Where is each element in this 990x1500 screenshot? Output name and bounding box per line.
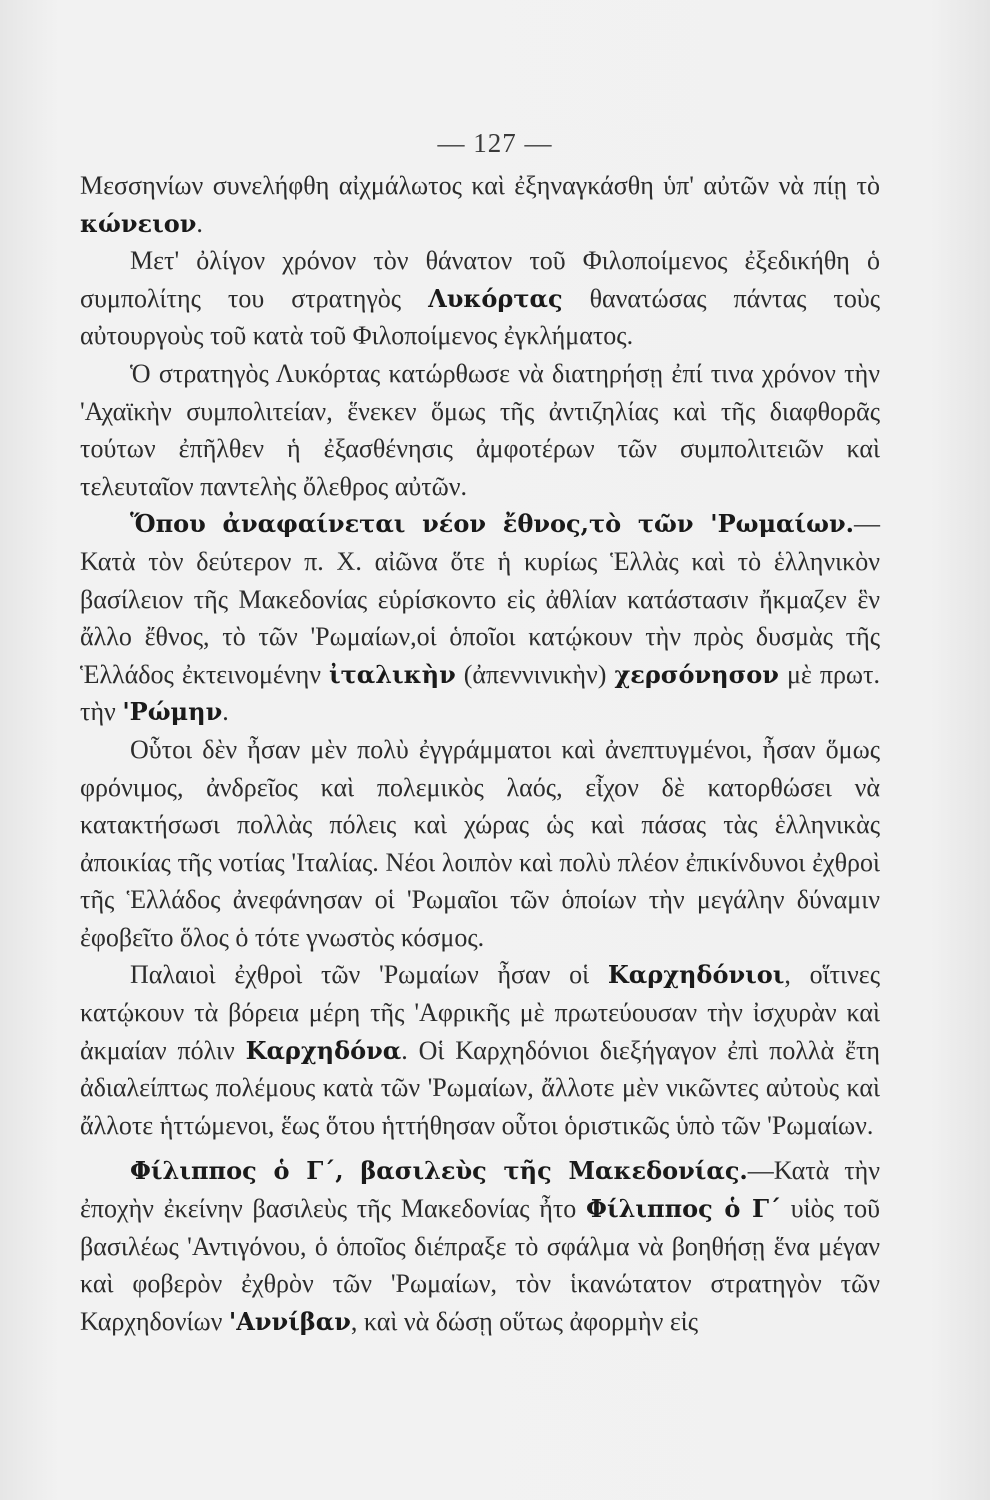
text-run: . Οἱ Καρχηδόνιοι διεξήγαγον ἐπὶ πολλὰ ἔτη ἀδιαλείπτως πολέμους κατὰ τῶν 'Ρωμαίων, ἄλλοτε μὲν νικῶντες αὐτοὺς καὶ ἄλλοτε ἡττώμενοι, ἕως ὅτου ἡττήθησαν οὗτοι ὁριστικῶς ὑπὸ τῶν 'Ρωμαίων. [80,1035,880,1140]
text-run: Μεσσηνίων συνελήφθη αἰχμάλωτος καὶ ἐξηναγκάσθη ὑπ' αὐτῶν νὰ πίῃ τὸ [80,171,880,200]
paragraph-5 [80,731,880,957]
bold-term-annivas: 'Αννίβαν [228,1306,351,1336]
paragraph-3 [80,355,880,505]
text-run: . [222,697,229,727]
text-run: Ὁ στρατηγὸς Λυκόρτας κατώρθωσε νὰ διατηρήσῃ ἐπί τινα χρόνον τὴν 'Αχαϊκὴν συμπολιτείαν, ἕνεκεν ὅμως τῆς ἀντιζηλίας καὶ τῆς διαφθορᾶς τούτων ἐπῆλθεν ἡ ἐξασθένησις ἀμφοτέρων τῶν συμπολιτειῶν καὶ τελευταῖον παντελὴς ὄλεθρος αὐτῶν. [80,358,880,501]
text-run: (ἀπεννινικὴν) [455,659,615,689]
text-run: —Κατὰ τὴν ἐποχὴν ἐκείνην βασιλεὺς τῆς Μακεδονίας ἦτο [80,1156,880,1224]
bold-term-lykortas: Λυκόρτας [428,283,563,313]
bold-term-chersonisos: χερσόνησον [614,659,779,689]
paragraph-4 [80,505,880,731]
paragraph-1 [80,167,880,242]
text-run: θανατώσας πάντας τοὺς αὐτουργοὺς τοῦ κατὰ τοῦ Φιλοποίμενος ἐγκλήματος. [80,283,881,351]
paragraph-6 [80,956,880,1144]
bold-term-italiki: ἰταλικὴν [328,659,456,689]
text-run: , καὶ νὰ δώσῃ οὕτως ἀφορμὴν εἰς [350,1306,699,1336]
paragraph-7 [80,1152,880,1340]
bold-term-karchidona: Καρχηδόνα [245,1035,402,1065]
bold-term-romi: 'Ρώμην [122,697,223,727]
section-heading-romans: Ὅπου ἀναφαίνεται νέον ἔθνος,τὸ τῶν 'Ρωμαίων. [130,509,854,539]
text-run: Παλαιοὶ ἐχθροὶ τῶν 'Ρωμαίων ἦσαν οἱ [130,960,608,990]
text-run: μὲ πρωτ. τὴν [80,659,880,727]
text-run: , οἵτινες κατῴκουν τὰ βόρεια μέρη τῆς 'Αφρικῆς μὲ πρωτεύουσαν τὴν ἰσχυρὰν καὶ ἀκμαίαν πόλιν [80,960,880,1065]
bold-term-koneion: κώνειον [80,208,197,238]
text-run: υἱὸς τοῦ βασιλέως 'Αντιγόνου, ὁ ὁποῖος διέπραξε τὸ σφάλμα νὰ βοηθήσῃ ἕνα μέγαν καὶ φοβερὸν ἐχθρὸν τῶν 'Ρωμαίων, τὸν ἱκανώτατον στρατηγὸν τῶν Καρχηδονίων [80,1194,880,1336]
text-run: Μετ' ὀλίγον χρόνον τὸν θάνατον τοῦ Φιλοποίμενος ἐξεδικήθη ὁ συμπολίτης του στρατηγὸς [80,246,880,313]
text-run: Οὗτοι δὲν ἦσαν μὲν πολὺ ἐγγράμματοι καὶ ἀνεπτυγμένοι, ἦσαν ὅμως φρόνιμος, ἀνδρεῖος καὶ πολεμικὸς λαός, εἶχον δὲ κατορθώσει νὰ κατακτήσωσι πολλὰς πόλεις καὶ χώρας ὡς καὶ πάσας τὰς ἑλληνικὰς ἀποικίας τῆς νοτίας 'Ιταλίας. Νέοι λοιπὸν καὶ πολὺ πλέον ἐπικίνδυνοι ἐχθροὶ τῆς Ἑλλάδος ἀνεφάνησαν οἱ 'Ρωμαῖοι τῶν ὁποίων τὴν μεγάλην δύναμιν ἐφοβεῖτο ὅλος ὁ τότε γνωστὸς κόσμος. [80,734,880,952]
text-run: . [196,208,203,238]
page-number: — 127 — [437,128,553,158]
bold-term-karchidonioi: Καρχηδόνιοι [607,960,785,990]
text-run: — Κατὰ τὸν δεύτερον π. Χ. αἰῶνα ὅτε ἡ κυρίως Ἑλλὰς καὶ τὸ ἑλληνικὸν βασίλειον τῆς Μακεδονίας εὑρίσκοντο εἰς ἀθλίαν κατάστασιν ἤκμαζεν ἓν ἄλλο ἔθνος, τὸ τῶν 'Ρωμαίων,οἱ ὁποῖοι κατῴκουν τὴν πρὸς δυσμὰς τῆς Ἑλλάδος ἐκτεινομένην [80,509,880,689]
section-heading-philip: Φίλιππος ὁ Γ΄, βασιλεὺς τῆς Μακεδονίας. [130,1156,748,1186]
paragraph-2 [80,242,880,355]
page-text [80,167,880,1340]
bold-term-philippos: Φίλιππος ὁ Γ΄ [586,1194,782,1224]
